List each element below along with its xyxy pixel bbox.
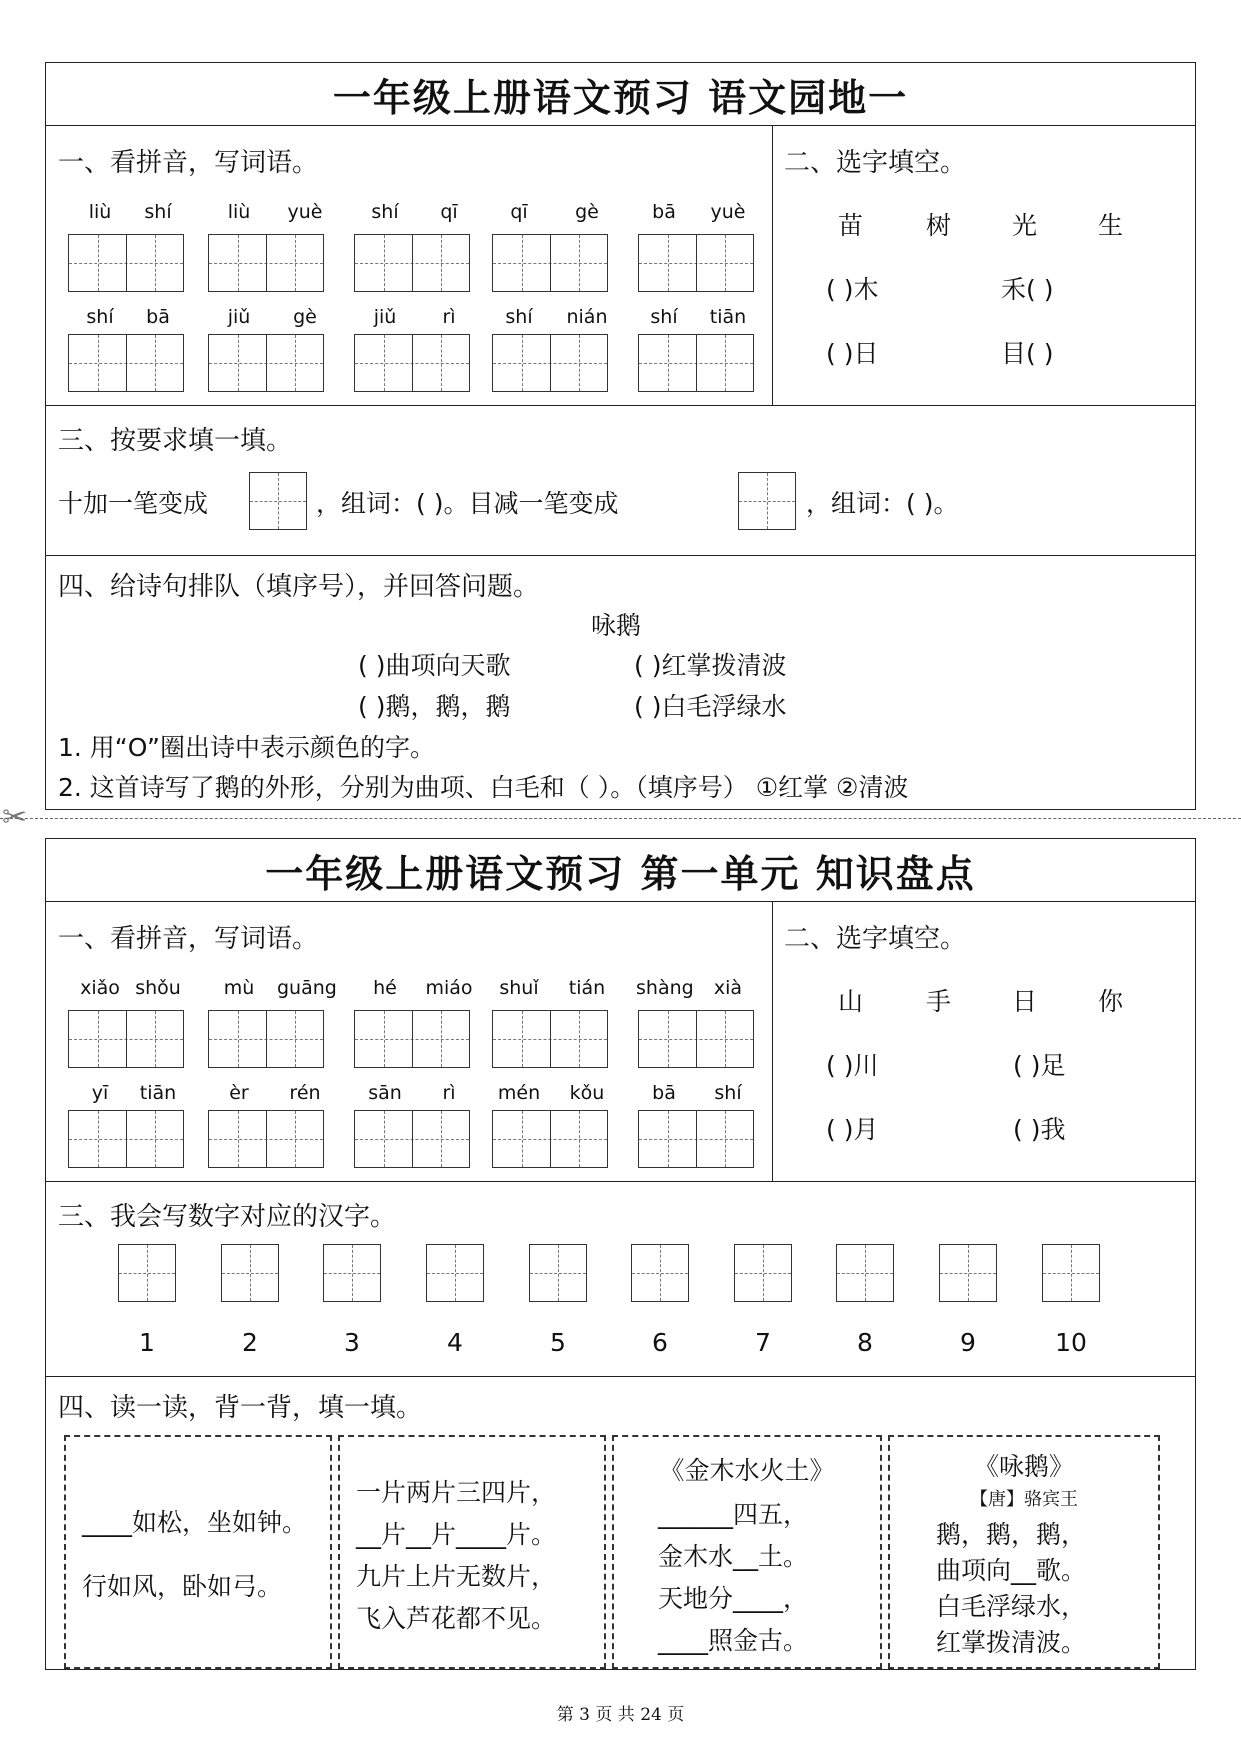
- section-pinyin-and-choose: [46, 902, 1195, 1182]
- pinyin: shǒu: [135, 977, 181, 999]
- fill-blank[interactable]: ( )足: [1013, 1051, 1066, 1080]
- fill-blank[interactable]: ( )木: [826, 275, 879, 304]
- pinyin: mù: [223, 977, 255, 999]
- question-text: ，组词：( )。: [806, 489, 959, 518]
- writing-grid[interactable]: [638, 1010, 754, 1068]
- recite-box-2: [338, 1435, 606, 1669]
- pinyin: qī: [440, 201, 458, 223]
- pinyin: tiān: [709, 306, 747, 328]
- recite-line: 鹅，鹅，鹅，: [936, 1520, 1087, 1549]
- number-label: 6: [652, 1328, 668, 1357]
- recite-line[interactable]: ____如松，坐如钟。: [82, 1508, 308, 1537]
- recite-author: 【唐】骆宾王: [970, 1489, 1078, 1510]
- number-label: 10: [1055, 1328, 1087, 1357]
- choice-char: 苗: [838, 211, 864, 240]
- page-title: 一年级上册语文预习 第一单元 知识盘点: [46, 839, 1195, 902]
- poem-line[interactable]: ( )曲项向天歌: [358, 651, 511, 680]
- pinyin: liù: [227, 201, 251, 223]
- fill-blank[interactable]: 禾( ): [1001, 275, 1054, 304]
- answer-box[interactable]: [836, 1244, 894, 1302]
- pinyin: yuè: [287, 201, 323, 223]
- pinyin: kǒu: [569, 1082, 605, 1104]
- answer-box[interactable]: [221, 1244, 279, 1302]
- writing-grid[interactable]: [492, 334, 608, 392]
- poem-line[interactable]: ( )红掌拨清波: [634, 651, 787, 680]
- poem-line[interactable]: ( )白毛浮绿水: [634, 692, 787, 721]
- fill-blank[interactable]: ( )月: [826, 1115, 879, 1144]
- question-text: 十加一笔变成: [58, 489, 209, 518]
- answer-box[interactable]: [529, 1244, 587, 1302]
- section-fill-in: [46, 406, 1195, 556]
- pinyin: tián: [568, 977, 606, 999]
- recite-title: 《咏鹅》: [973, 1452, 1074, 1481]
- answer-box[interactable]: [631, 1244, 689, 1302]
- writing-grid[interactable]: [492, 1010, 608, 1068]
- number-label: 7: [755, 1328, 771, 1357]
- recite-line: 行如风，卧如弓。: [82, 1572, 283, 1601]
- scissors-icon: ✂: [2, 800, 28, 835]
- page-footer: 第 3 页 共 24 页: [556, 1705, 685, 1725]
- pinyin: yī: [91, 1082, 109, 1104]
- writing-grid[interactable]: [68, 1010, 184, 1068]
- pinyin: èr: [229, 1082, 249, 1104]
- writing-grid[interactable]: [492, 1110, 608, 1168]
- choice-char: 山: [838, 987, 864, 1016]
- writing-grid[interactable]: [354, 1110, 470, 1168]
- recite-line: 飞入芦花都不见。: [356, 1604, 557, 1633]
- answer-box[interactable]: [118, 1244, 176, 1302]
- pinyin: mén: [497, 1082, 541, 1104]
- answer-box[interactable]: [738, 472, 796, 530]
- worksheet-bottom: [45, 838, 1196, 1670]
- pinyin: shí: [714, 1082, 742, 1104]
- pinyin: rén: [289, 1082, 321, 1104]
- recite-line: 白毛浮绿水，: [936, 1592, 1087, 1621]
- writing-grid[interactable]: [638, 334, 754, 392]
- pinyin: jiǔ: [227, 306, 251, 328]
- pinyin: rì: [442, 306, 456, 328]
- pinyin: jiǔ: [373, 306, 397, 328]
- recite-box-4: [888, 1435, 1160, 1669]
- answer-box[interactable]: [426, 1244, 484, 1302]
- poem-title: 咏鹅: [591, 611, 642, 640]
- recite-line[interactable]: 金木水__土。: [658, 1542, 809, 1571]
- pinyin: gè: [575, 201, 599, 223]
- pinyin: qī: [510, 201, 528, 223]
- recite-box-3: [612, 1435, 882, 1669]
- choice-char: 手: [926, 987, 952, 1016]
- writing-grid[interactable]: [354, 234, 470, 292]
- pinyin: shí: [371, 201, 399, 223]
- recite-line[interactable]: ______四五，: [658, 1500, 809, 1529]
- pinyin: guāng: [277, 977, 337, 999]
- question-2: 2. 这首诗写了鹅的外形，分别为曲项、白毛和（ ）。（填序号） ①红掌 ②清波: [58, 773, 909, 802]
- question-1: 1. 用“O”圈出诗中表示颜色的字。: [58, 733, 435, 762]
- pinyin: sān: [368, 1082, 402, 1104]
- writing-grid[interactable]: [638, 234, 754, 292]
- fill-blank[interactable]: ( )川: [826, 1051, 879, 1080]
- pinyin: shí: [86, 306, 114, 328]
- pinyin: bā: [652, 1082, 676, 1104]
- pinyin: hé: [373, 977, 397, 999]
- pinyin: nián: [566, 306, 608, 328]
- fill-blank[interactable]: 目( ): [1001, 339, 1054, 368]
- recite-line[interactable]: 曲项向__歌。: [936, 1556, 1087, 1585]
- section-number-chars: [46, 1182, 1195, 1377]
- question-text: ，组词：( )。目减一笔变成: [316, 489, 619, 518]
- page-title: 一年级上册语文预习 语文园地一: [46, 63, 1195, 126]
- section-heading: 四、给诗句排队（填序号），并回答问题。: [58, 572, 540, 602]
- section-heading: 一、看拼音，写词语。: [58, 924, 319, 954]
- writing-grid[interactable]: [638, 1110, 754, 1168]
- answer-box[interactable]: [323, 1244, 381, 1302]
- fill-blank[interactable]: ( )我: [1013, 1115, 1066, 1144]
- choice-char: 光: [1012, 211, 1038, 240]
- pinyin: liù: [88, 201, 112, 223]
- fill-blank[interactable]: ( )日: [826, 339, 879, 368]
- recite-title: 《金木水火土》: [659, 1456, 835, 1485]
- writing-grid[interactable]: [492, 234, 608, 292]
- number-label: 9: [960, 1328, 976, 1357]
- answer-box[interactable]: [249, 472, 307, 530]
- number-label: 2: [242, 1328, 258, 1357]
- pinyin: gè: [293, 306, 317, 328]
- recite-line[interactable]: __片__片____片。: [356, 1520, 557, 1549]
- pinyin: xià: [713, 977, 743, 999]
- writing-grid[interactable]: [208, 1110, 324, 1168]
- choice-char: 日: [1012, 987, 1038, 1016]
- pinyin: shí: [144, 201, 172, 223]
- pinyin: rì: [442, 1082, 456, 1104]
- pinyin: shàng: [636, 977, 694, 999]
- choice-char: 生: [1098, 211, 1124, 240]
- number-label: 1: [139, 1328, 155, 1357]
- answer-box[interactable]: [734, 1244, 792, 1302]
- answer-box[interactable]: [1042, 1244, 1100, 1302]
- section-recite: [46, 1377, 1195, 1670]
- writing-grid[interactable]: [68, 1110, 184, 1168]
- poem-line[interactable]: ( )鹅，鹅，鹅: [358, 692, 511, 721]
- writing-grid[interactable]: [68, 234, 184, 292]
- writing-grid[interactable]: [208, 1010, 324, 1068]
- section-heading: 二、选字填空。: [784, 148, 967, 178]
- recite-line[interactable]: ____照金古。: [658, 1626, 809, 1655]
- cut-line: [0, 818, 1241, 819]
- section-heading: 三、我会写数字对应的汉字。: [58, 1202, 397, 1232]
- number-label: 5: [550, 1328, 566, 1357]
- recite-line: 红掌拨清波。: [936, 1628, 1087, 1657]
- pinyin: bā: [652, 201, 676, 223]
- recite-line: 一片两片三四片，: [356, 1478, 557, 1507]
- number-label: 4: [447, 1328, 463, 1357]
- pinyin: miáo: [425, 977, 473, 999]
- section-pinyin-and-choose: [46, 126, 1195, 406]
- section-heading: 二、选字填空。: [784, 924, 967, 954]
- writing-grid[interactable]: [354, 334, 470, 392]
- section-poem-order: [46, 556, 1195, 808]
- pinyin: bā: [146, 306, 170, 328]
- number-label: 8: [857, 1328, 873, 1357]
- recite-line: 九片上片无数片，: [356, 1562, 557, 1591]
- number-label: 3: [344, 1328, 360, 1357]
- writing-grid[interactable]: [354, 1010, 470, 1068]
- pinyin: tiān: [139, 1082, 177, 1104]
- writing-grid[interactable]: [208, 234, 324, 292]
- section-heading: 三、按要求填一填。: [58, 426, 293, 456]
- writing-grid[interactable]: [208, 334, 324, 392]
- choice-char: 树: [926, 211, 952, 240]
- section-heading: 一、看拼音，写词语。: [58, 148, 319, 178]
- pinyin: shí: [505, 306, 533, 328]
- recite-box-1: [64, 1435, 332, 1669]
- choice-char: 你: [1098, 987, 1124, 1016]
- pinyin: shuǐ: [499, 977, 539, 999]
- answer-box[interactable]: [939, 1244, 997, 1302]
- worksheet-top: [45, 62, 1196, 810]
- recite-line[interactable]: 天地分____，: [658, 1584, 809, 1613]
- writing-grid[interactable]: [68, 334, 184, 392]
- pinyin: yuè: [710, 201, 746, 223]
- pinyin: shí: [650, 306, 678, 328]
- section-heading: 四、读一读，背一背，填一填。: [58, 1393, 423, 1423]
- pinyin: xiǎo: [80, 977, 120, 999]
